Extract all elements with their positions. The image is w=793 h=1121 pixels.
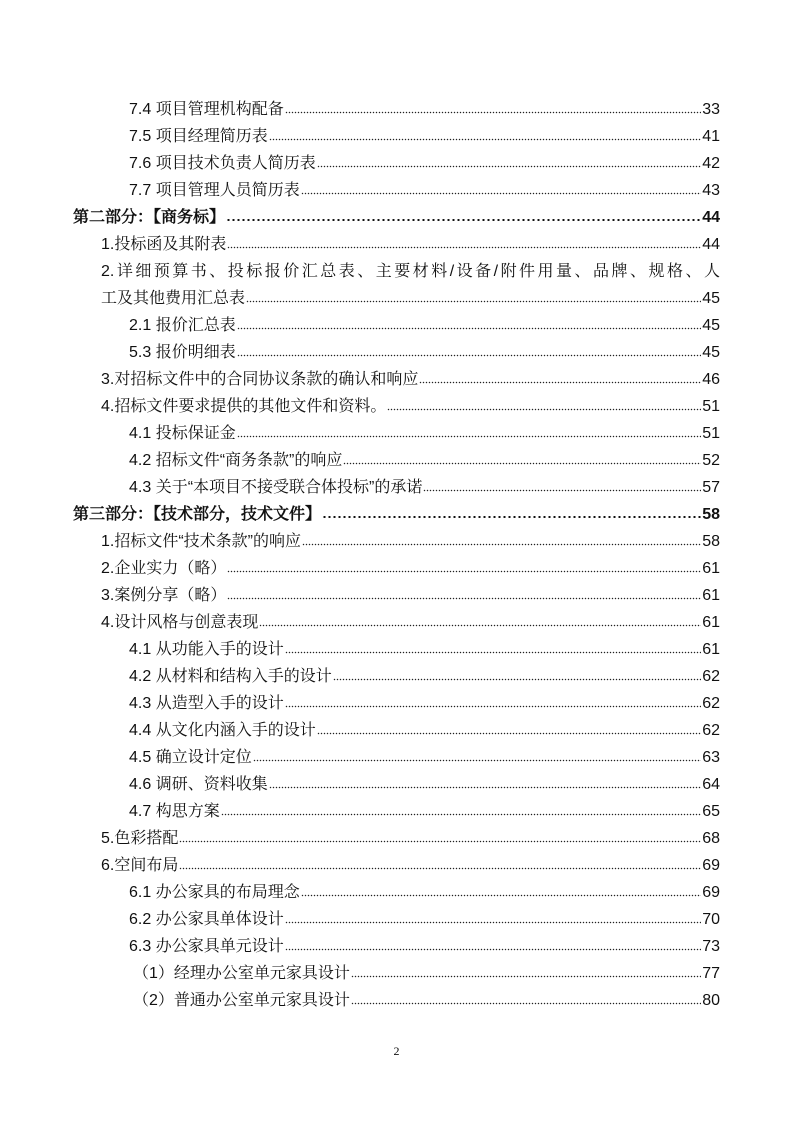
toc-entry-title: 6.1 办公家具的布局理念 <box>129 884 300 901</box>
toc-entry-title: （1）经理办公室单元家具设计 <box>133 965 350 982</box>
toc-section-heading[interactable] <box>73 504 720 526</box>
toc-entry-page: 45 <box>702 317 720 334</box>
toc-entry[interactable] <box>129 477 720 499</box>
toc-entry[interactable] <box>129 342 720 364</box>
toc-entry-title: 4.4 从文化内涵入手的设计 <box>129 722 316 739</box>
toc-entry-title: 2.1 报价汇总表 <box>129 317 236 334</box>
toc-entry[interactable] <box>129 126 720 148</box>
toc-entry-title: （2）普通办公室单元家具设计 <box>133 992 350 1009</box>
toc-entry-title: 3.对招标文件中的合同协议条款的确认和响应 <box>101 371 419 388</box>
toc-entry-page: 62 <box>702 722 720 739</box>
dot-leader <box>285 947 702 951</box>
toc-entry[interactable] <box>129 423 720 445</box>
toc-entry[interactable] <box>129 774 720 796</box>
dot-leader <box>343 461 701 465</box>
toc-entry[interactable] <box>101 369 720 391</box>
toc-entry[interactable] <box>129 639 720 661</box>
toc-entry-page: 43 <box>702 182 720 199</box>
toc-entry[interactable] <box>129 666 720 688</box>
toc-entry[interactable] <box>133 990 720 1012</box>
toc-section-heading[interactable] <box>73 207 720 229</box>
toc-entry[interactable] <box>129 180 720 202</box>
toc-entry[interactable] <box>129 747 720 769</box>
toc-entry-title: 4.7 构思方案 <box>129 803 220 820</box>
toc-entry-title: 4.1 从功能入手的设计 <box>129 641 284 658</box>
toc-entry-title: 6.空间布局 <box>101 857 179 874</box>
toc-entry[interactable] <box>129 720 720 742</box>
toc-entry-title: 3.案例分享（略） <box>101 587 227 604</box>
toc-entry-page: 68 <box>702 830 720 847</box>
page-number: 2 <box>393 1044 400 1058</box>
dot-leader <box>285 920 702 924</box>
toc-entry-title: 4.5 确立设计定位 <box>129 749 252 766</box>
toc-entry-page: 61 <box>702 587 720 604</box>
toc-entry-title: 1.招标文件“技术条款”的响应 <box>101 533 302 550</box>
toc-entry-title: 4.设计风格与创意表现 <box>101 614 259 631</box>
dot-leader <box>221 812 702 816</box>
toc-entry[interactable] <box>101 234 720 256</box>
toc-entry-page: 61 <box>702 641 720 658</box>
toc-entry-page: 61 <box>702 614 720 631</box>
toc-entry[interactable] <box>129 153 720 175</box>
toc-entry-title: 第二部分：【商务标】 <box>73 209 226 226</box>
dot-leader <box>387 407 701 411</box>
toc-entry-page: 46 <box>702 371 720 388</box>
dot-leader <box>285 704 702 708</box>
dot-leader <box>285 650 702 654</box>
toc-entry-page: 58 <box>702 506 720 523</box>
toc-entry[interactable] <box>129 936 720 958</box>
toc-entry-title: 4.6 调研、资料收集 <box>129 776 268 793</box>
dot-leader <box>237 434 702 438</box>
toc-entry-title: 2.企业实力（略） <box>101 560 227 577</box>
toc-entry[interactable] <box>101 531 720 553</box>
dot-leader <box>423 488 701 492</box>
dot-leader <box>253 758 702 762</box>
toc-entry[interactable] <box>129 909 720 931</box>
dot-leader <box>351 1001 701 1005</box>
dot-leader <box>269 137 702 141</box>
toc-entry-page: 57 <box>702 479 720 496</box>
dot-leader <box>179 866 701 870</box>
toc-entry-page: 42 <box>702 155 720 172</box>
toc-entry[interactable] <box>129 315 720 337</box>
toc-entry-title: 4.2 从材料和结构入手的设计 <box>129 668 332 685</box>
dot-leader <box>227 245 701 249</box>
dot-leader <box>322 515 701 519</box>
toc-entry-page: 45 <box>702 290 720 307</box>
toc-entry-page: 61 <box>702 560 720 577</box>
toc-entry-page: 58 <box>702 533 720 550</box>
dot-leader <box>237 353 702 357</box>
dot-leader <box>246 299 701 303</box>
toc-entry-page: 65 <box>702 803 720 820</box>
toc-entry-page: 70 <box>702 911 720 928</box>
dot-leader <box>285 110 702 114</box>
dot-leader <box>226 218 701 222</box>
toc-entry-title: 4.2 招标文件“商务条款”的响应 <box>129 452 343 469</box>
toc-entry-title: 1.投标函及其附表 <box>101 236 227 253</box>
dot-leader <box>317 164 702 168</box>
toc-entry-title: 4.1 投标保证金 <box>129 425 236 442</box>
toc-entry-page: 33 <box>702 101 720 118</box>
toc-entry-title: 6.3 办公家具单元设计 <box>129 938 284 955</box>
dot-leader <box>227 596 701 600</box>
toc-entry-page: 64 <box>702 776 720 793</box>
toc-entry[interactable] <box>101 288 720 310</box>
toc-entry-title: 4.3 关于“本项目不接受联合体投标”的承诺 <box>129 479 423 496</box>
toc-entry[interactable] <box>129 693 720 715</box>
dot-leader <box>227 569 701 573</box>
dot-leader <box>317 731 702 735</box>
dot-leader <box>301 191 702 195</box>
toc-entry-page: 41 <box>702 128 720 145</box>
toc-entry-title: 7.6 项目技术负责人简历表 <box>129 155 316 172</box>
toc-entry-title: 7.5 项目经理简历表 <box>129 128 268 145</box>
toc-entry[interactable] <box>101 828 720 850</box>
dot-leader <box>179 839 701 843</box>
toc-entry-title: 5.色彩搭配 <box>101 830 179 847</box>
toc-entry-page: 44 <box>702 209 720 226</box>
toc-entry-title-line2: 工及其他费用汇总表 <box>101 290 246 307</box>
toc-entry[interactable] <box>129 450 720 472</box>
dot-leader <box>237 326 702 330</box>
dot-leader <box>301 893 702 897</box>
toc-entry[interactable] <box>129 801 720 823</box>
dot-leader <box>333 677 702 681</box>
toc-entry-title-line1[interactable]: 2.详细预算书、投标报价汇总表、主要材料/设备/附件用量、品牌、规格、人 <box>101 263 720 280</box>
toc-entry-page: 63 <box>702 749 720 766</box>
toc-entry-page: 80 <box>702 992 720 1009</box>
toc-entry-page: 45 <box>702 344 720 361</box>
toc-entry-page: 44 <box>702 236 720 253</box>
toc-entry[interactable] <box>129 99 720 121</box>
toc-entry-page: 69 <box>702 857 720 874</box>
toc-entry[interactable] <box>133 963 720 985</box>
toc-entry-page: 51 <box>702 425 720 442</box>
toc-entry[interactable] <box>101 558 720 580</box>
toc-entry-title: 7.7 项目管理人员简历表 <box>129 182 300 199</box>
dot-leader <box>269 785 702 789</box>
dot-leader <box>351 974 701 978</box>
dot-leader <box>302 542 701 546</box>
toc-entry-page: 69 <box>702 884 720 901</box>
toc-entry-title: 7.4 项目管理机构配备 <box>129 101 284 118</box>
toc-entry-page: 52 <box>702 452 720 469</box>
toc-entry-title: 第三部分：【技术部分，技术文件】 <box>73 506 322 523</box>
dot-leader <box>259 623 701 627</box>
toc-entry[interactable] <box>101 396 720 418</box>
toc-entry[interactable] <box>101 585 720 607</box>
toc-entry-title: 5.3 报价明细表 <box>129 344 236 361</box>
toc-entry[interactable] <box>129 882 720 904</box>
toc-entry[interactable] <box>101 855 720 877</box>
toc-entry-title: 4.招标文件要求提供的其他文件和资料。 <box>101 398 387 415</box>
toc-entry-page: 73 <box>702 938 720 955</box>
toc-entry-page: 77 <box>702 965 720 982</box>
toc-entry[interactable] <box>101 612 720 634</box>
toc-entry-title: 6.2 办公家具单体设计 <box>129 911 284 928</box>
dot-leader <box>419 380 701 384</box>
toc-entry-page: 62 <box>702 695 720 712</box>
toc-entry-page: 62 <box>702 668 720 685</box>
toc-entry-page: 51 <box>702 398 720 415</box>
toc-entry-title: 4.3 从造型入手的设计 <box>129 695 284 712</box>
